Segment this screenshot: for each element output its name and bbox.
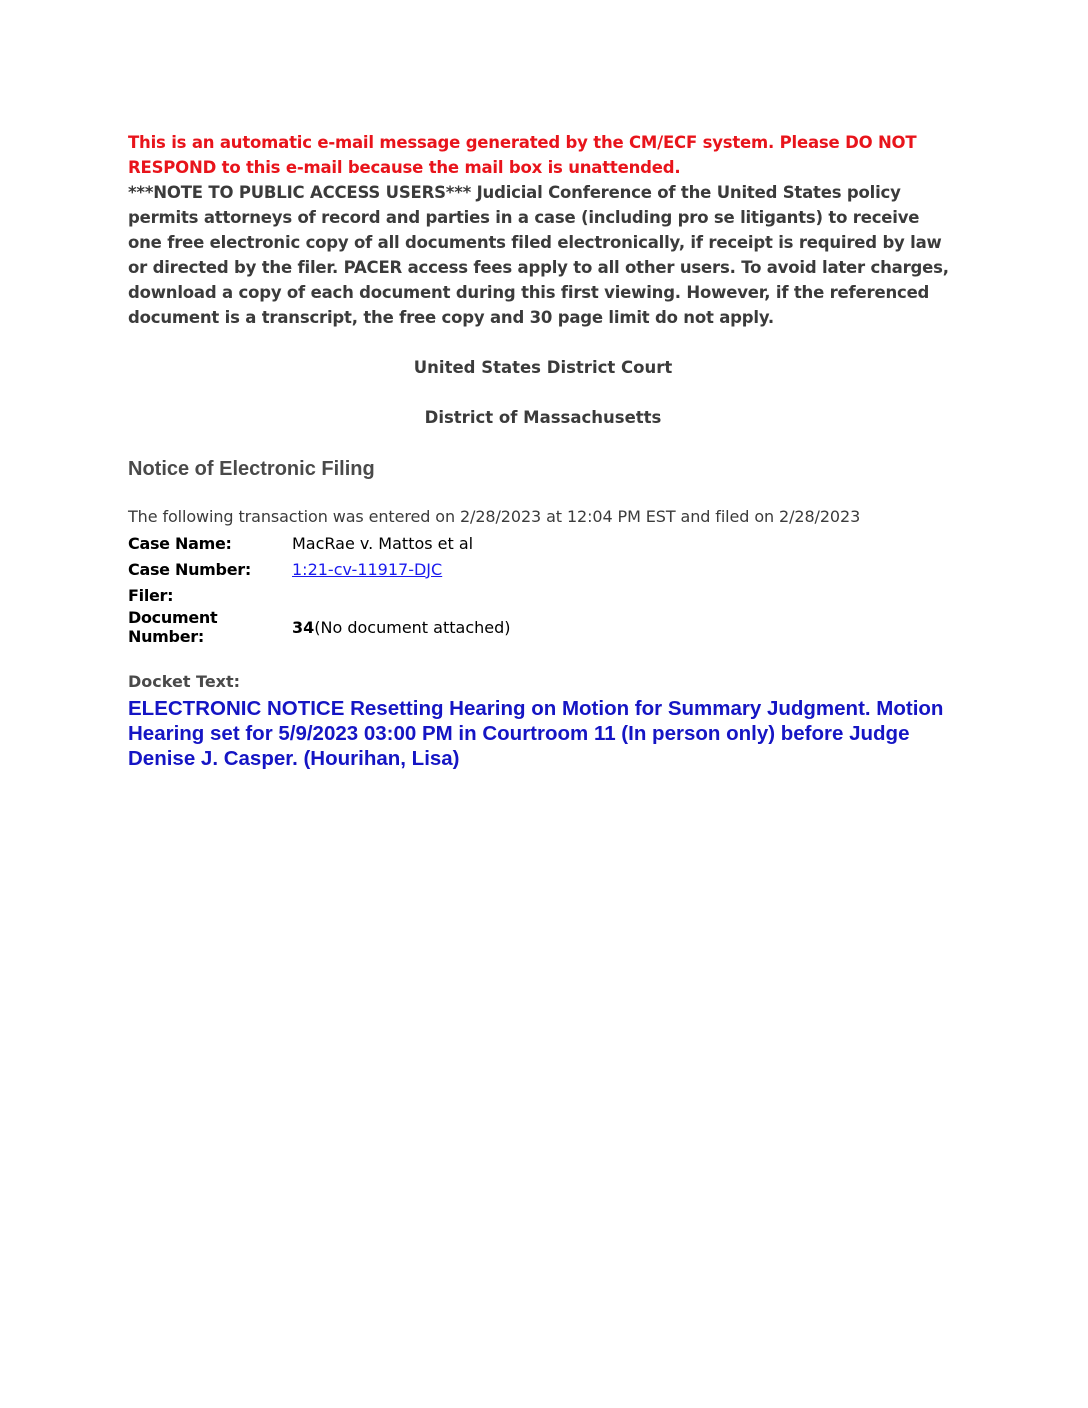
public-access-note: ***NOTE TO PUBLIC ACCESS USERS*** Judicial Conference of the United States policy permits attorneys of record and parties in a case (including pro se litigants) to receive one free electronic copy of all documents filed electronically, if receipt is required by law or directed by the filer. PACER access fees apply to all other users. To avoid later charges, download a copy of each document during this first viewing. However, if the referenced document is a transcript, the free copy and 30 page limit do not apply. <box>128 183 949 327</box>
auto-email-warning: This is an automatic e-mail message generated by the CM/ECF system. Please DO NOT RESPOND to this e-mail because the mail box is unattended. <box>128 133 917 177</box>
case-info-table <box>128 530 511 646</box>
case-number-row <box>128 556 511 582</box>
page-title: Notice of Electronic Filing <box>128 458 375 480</box>
filer-value <box>292 582 511 608</box>
filer-label: Filer: <box>128 585 174 605</box>
case-name-label: Case Name: <box>128 533 232 553</box>
docket-text-label: Docket Text: <box>128 672 241 691</box>
case-number-label: Case Number: <box>128 559 251 579</box>
document-number-cell <box>292 608 511 646</box>
case-name-row <box>128 530 511 556</box>
case-number-cell <box>292 556 511 582</box>
case-number-link[interactable]: 1:21-cv-11917-DJC <box>292 559 443 579</box>
case-name-value: MacRae v. Mattos et al <box>292 533 474 553</box>
document-number-value: 34 <box>292 617 315 637</box>
document-number-row <box>128 608 511 646</box>
document-number-label: Document Number: <box>128 608 218 646</box>
email-document <box>128 130 958 771</box>
document-note: (No document attached) <box>314 617 511 637</box>
court-name: United States District Court <box>413 358 673 377</box>
docket-text: ELECTRONIC NOTICE Resetting Hearing on Motion for Summary Judgment. Motion Hearing set for 5/9/2023 03:00 PM in Courtroom 11 (In person only) before Judge Denise J. Casper. (Hourihan, Lisa) <box>128 697 944 770</box>
transaction-info: The following transaction was entered on 2/28/2023 at 12:04 PM EST and filed on 2/28/2023 <box>128 507 861 526</box>
filer-row <box>128 582 511 608</box>
court-district: District of Massachusetts <box>424 408 662 427</box>
